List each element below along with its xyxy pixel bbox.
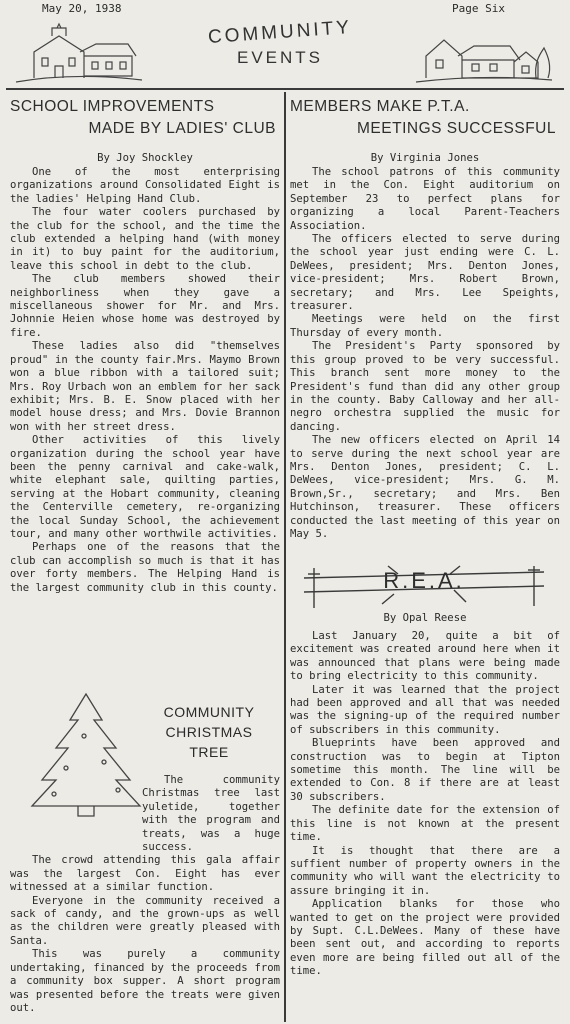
article-paragraph: The four water coolers purchased by the club for the school, and the time the club extended a helping hand (with money in it) to buy paint for the auditorium, leave this school in debt to the club. (10, 206, 280, 272)
christmas-article-body (10, 774, 280, 1015)
article-byline: By Joy Shockley (97, 152, 193, 164)
issue-date: May 20, 1938 (42, 2, 122, 15)
article-paragraph: One of the most enterprising organizations around Consolidated Eight is the ladies' Helping Hand Club. (10, 166, 280, 205)
article-paragraph: Everyone in the community received a sack of candy, and the grown-ups as well as the children were greatly pleased with Santa. (10, 894, 280, 947)
article-paragraph: Meetings were held on the first Thursday of every month. (290, 313, 560, 339)
article-byline: By Virginia Jones (370, 152, 480, 164)
masthead-rule (6, 88, 564, 90)
schoolhouse-drawing-left (14, 22, 144, 84)
article-paragraph: The new officers elected on April 14 to serve during the next school year are Mrs. Denton Jones, president; C. L. DeWees, vice-president; Mrs. G. M. Brown,Sr., secretary; and Mrs. Ben Hutchinson, treasurer. These officers conducted the last meeting of this year on May 5. (290, 434, 560, 540)
headline-line1: MEMBERS MAKE P.T.A. (290, 98, 470, 115)
article-paragraph: This was purely a community undertaking, financed by the proceeds from a community box supper. A short program was presented before the treats were given out. (10, 948, 280, 1014)
article-paragraph: Other activities of this lively organization during the school year have been the penny carnival and cake-walk, white elephant sale, quilting parties, serving at the Hobart community, cleaning the Centerville cemetery, re-organizing the local Sunday School, the achievement tour, and many other worthwile activities. (10, 434, 280, 540)
page-header-line (0, 2, 570, 22)
article-paragraph: Later it was learned that the project had been approved and all that was needed was the signing-up of the required number of subscribers in this community. (290, 683, 560, 736)
article-paragraph: The officers elected to serve during the school year just ending were C. L. DeWees, president; Mrs. Denton Jones, vice-president; Mrs. Robert Brown, secretary; and Mrs. Lee Speights, treasurer. (290, 233, 560, 313)
page-number: Page Six (452, 2, 505, 15)
article-body (290, 166, 560, 541)
column-divider (284, 92, 286, 1022)
christmas-headline-line3: TREE (189, 744, 229, 760)
christmas-headline-line1: COMMUNITY (163, 704, 255, 720)
article-paragraph: The community Christmas tree last yuletide, together with the program and treats, was a huge success. (142, 774, 280, 854)
article-paragraph: The definite date for the extension of this line is not known at the present time. (290, 804, 560, 844)
school-improvements-article (10, 96, 280, 595)
headline-line2: MEETINGS SUCCESSFUL (357, 120, 556, 137)
article-paragraph: The club members showed their neighborliness when they gave a miscellaneous shower for Mr. and Mrs. Johnnie Heien whose home was destroyed by fire. (10, 273, 280, 339)
article-paragraph: Perhaps one of the reasons that the club can accomplish so much is that it has over forty members. The Helping Hand is the largest community club in this county. (10, 541, 280, 594)
christmas-headline-line2: CHRISTMAS (165, 724, 253, 740)
article-body (10, 166, 280, 595)
masthead-title-line2: EVENTS (236, 48, 324, 67)
rea-logo-text: R.E.A. (383, 568, 465, 593)
article-paragraph: The school patrons of this community met in the Con. Eight auditorium on September 23 to perfect plans for organizing a local Parent-Teachers Association. (290, 166, 560, 232)
christmas-headline (138, 702, 280, 762)
masthead-title (180, 16, 380, 68)
article-paragraph: Blueprints have been approved and construction was to begin at Tipton sometime this month. The line will be extended to Con. 8 if there are at least 30 subscribers. (290, 737, 560, 803)
pta-article (290, 96, 560, 541)
article-headline (290, 96, 560, 140)
rea-byline: By Opal Reese (383, 612, 467, 624)
masthead-title-line1: COMMUNITY (207, 16, 353, 49)
article-paragraph: It is thought that there are a suffient number of property owners in the community who will want the electricity to assure bringing it in. (290, 844, 560, 897)
farmhouse-drawing-right (414, 22, 554, 84)
article-headline (10, 96, 280, 140)
article-paragraph: The President's Party sponsored by this group proved to be very successful. This branch sent more money to the President's fund than did any other group in the county. Baby Calloway and her all-negro orchestra supplied the music for dancing. (290, 340, 560, 433)
headline-line1: SCHOOL IMPROVEMENTS (10, 98, 215, 115)
rea-power-line-logo (298, 562, 550, 612)
article-paragraph: The crowd attending this gala affair was the largest Con. Eight has ever witnessed at a similar function. (10, 854, 280, 894)
rea-article-body (290, 630, 560, 979)
article-paragraph: These ladies also did "themselves proud" in the county fair.Mrs. Maymo Brown won a blue ribbon with a tailored suit; Mrs. Roy Urbach won an emblem for her sack exhibit; Mrs. B. E. Snow placed with her model house dress; and Mrs. Dovie Brannon won with her street dress. (10, 340, 280, 433)
article-paragraph: Application blanks for those who wanted to get on the project were provided by Supt. C.L.DeWees. Many of these have been sent out, and according to reports even more are being filled out all of the time. (290, 898, 560, 978)
article-paragraph: Last January 20, quite a bit of excitement was created around here when it was announced that plans were being made to bring electricity to this community. (290, 630, 560, 683)
headline-line2: MADE BY LADIES' CLUB (88, 120, 276, 137)
